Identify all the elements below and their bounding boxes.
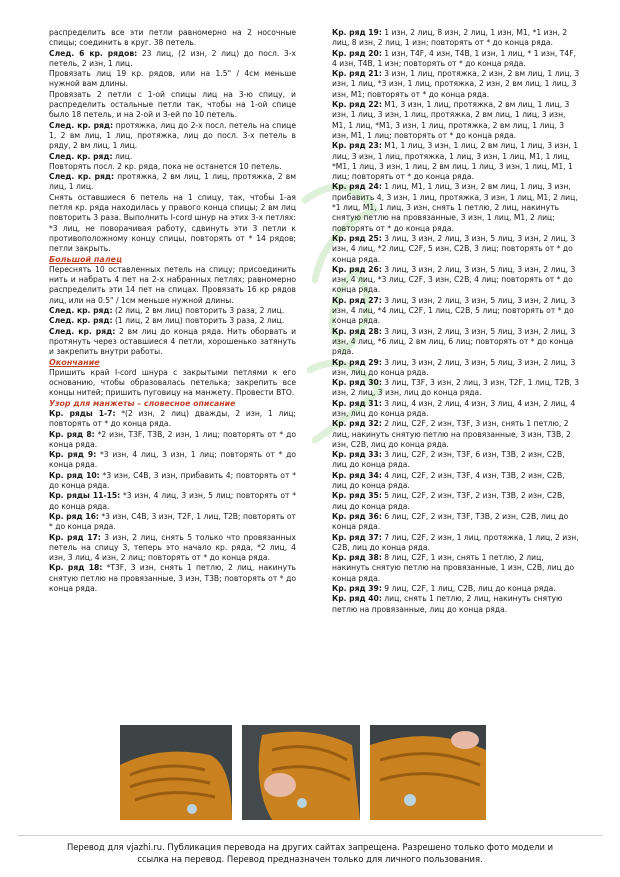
instruction-text: 3 лиц, 3 изн, 2 лиц, 3 изн, 5 лиц, 3 изн, 2 лиц, 3 изн, 4 лиц, *2 лиц, C2F, 5 изн, C2B, 3 лиц; повторять от * до конца ряда.: [332, 233, 576, 264]
instruction-text: (2 лиц, 2 вм лиц) повторить 3 раза, 2 лиц.: [112, 306, 285, 316]
instruction-text: лиц.: [112, 151, 133, 161]
instruction-paragraph: [49, 121, 296, 152]
instruction-paragraph: [332, 512, 580, 533]
instruction-paragraph: [49, 28, 296, 49]
instruction-paragraph: [49, 193, 296, 255]
instruction-paragraph: [332, 399, 580, 420]
row-label: Кр. ряд 26:: [332, 264, 382, 274]
footer-divider: [18, 835, 602, 836]
instruction-text: (1 лиц, 2 вм лиц) повторить 3 раза, 2 лиц.: [112, 316, 285, 326]
instruction-text: 1 лиц, M1, 1 лиц, 3 изн, 2 вм лиц, 1 лиц, 3 изн, прибавить 4, 3 изн, 1 лиц, протяжка, 3 изн, 1 лиц, M1, 2 лиц, *1 лиц, M1, 1 лиц, 3 изн, снять 1 петлю, 2 лиц, накинуть снятую петлю на провязанные, 3 изн, 1 лиц, M1, 2 лиц; повторять от * до конца ряда.: [332, 182, 578, 233]
instruction-paragraph: [49, 90, 296, 121]
instruction-text: 2 вм лиц до конца ряда. Нить оборвать и протянуть через оставшиеся 4 петли, хорошенько затянуть и закрепить внутри работы.: [49, 326, 296, 357]
section-heading: Большой палец: [49, 254, 123, 264]
instruction-paragraph: [49, 471, 296, 492]
right-column: [332, 28, 580, 615]
instruction-text: протяжка, лиц до 2-х посл. петель на спице 1, 2 вм лиц, 1 лиц, протяжка, лиц до посл. 3-х петель в ряду, 2 вм лиц, 1 лиц.: [49, 120, 296, 151]
instruction-text: 6 лиц, C2F, 2 изн, T3F, T3B, 2 изн, C2B, лиц до конца ряда.: [332, 511, 569, 532]
instruction-paragraph: [332, 584, 580, 594]
instruction-paragraph: [332, 296, 580, 327]
instruction-text: распределить все эти петли равномерно на 2 носочные спицы; соединить в круг. 38 петель.: [49, 28, 296, 48]
row-label: Кр. ряд 37:: [332, 532, 382, 542]
row-label: Кр. ряд 34:: [332, 470, 382, 480]
row-label: Кр. ряд 17:: [49, 532, 101, 542]
instruction-text: лиц, снять 1 петлю, 2 лиц, накинуть снятую петлю на провязанные, лиц до конца ряда.: [332, 594, 563, 614]
row-label: Кр. ряд 20:: [332, 48, 382, 58]
footer-line-1: Перевод для vjazhi.ru. Публикация перевода на других сайтах запрещена. Разрешено только фото модели и: [66, 842, 554, 852]
row-label: Кр. ряды 11-15:: [49, 491, 121, 501]
instruction-paragraph: [49, 327, 296, 358]
instruction-paragraph: [49, 533, 296, 564]
instruction-paragraph: [332, 533, 580, 554]
instruction-text: 23 лиц, (2 изн, 2 лиц) до посл. 3-х петель, 2 изн, 1 лиц.: [49, 48, 296, 68]
photo-mitten-hand: [242, 725, 360, 820]
instruction-text: *3 изн, C4B, 3 изн, T2F, 1 лиц, T2B; повторять от * до конца ряда.: [49, 511, 296, 532]
instruction-paragraph: [49, 512, 296, 533]
instruction-text: 3 лиц, 3 изн, 2 лиц, 3 изн, 5 лиц, 3 изн, 2 лиц, 3 изн, 4 лиц, *4 лиц, C2F, 1 лиц, C2B, 5 лиц; повторять от * до конца ряда.: [332, 295, 576, 326]
instruction-paragraph: [332, 141, 580, 182]
instruction-text: Переснять 10 оставленных петель на спицу; присоединить нить и набрать 4 пет на 2-х набранных петлях; равномерно распределить эти 14 пет на спицах. Провязать 16 кр рядов лиц, или на 0.5" / 1см меньше нужной длины.: [49, 264, 296, 305]
instruction-text: Пришить край I-cord шнура с закрытыми петлями к его основанию, чтобы образовалась петелька; закрепить все концы нитей; пришить пуговицу на манжету. Провести ВТО.: [49, 367, 296, 398]
instruction-text: *2 изн, T3F, T3B, 2 изн, 1 лиц; повторять от * до конца ряда.: [49, 429, 296, 449]
row-label: След. кр. ряд:: [49, 172, 115, 182]
row-label: Кр. ряд 19:: [332, 28, 382, 37]
instruction-paragraph: [332, 358, 580, 379]
row-label: След. кр. ряд:: [49, 326, 116, 336]
instruction-text: 1 изн, 2 лиц, 8 изн, 2 лиц, 1 изн, M1, *1 изн, 2 лиц, 8 изн, 2 лиц, 1 изн; повторять от * до конца ряда.: [332, 28, 568, 48]
instruction-text: 5 лиц, C2F, 2 изн, T3F, 2 изн, T3B, 2 изн, C2B, лиц до конца ряда.: [332, 491, 565, 511]
row-label: Кр. ряд 36:: [332, 511, 382, 521]
row-label: Кр. ряд 23:: [332, 141, 382, 151]
instruction-paragraph: [332, 265, 580, 296]
row-label: Кр. ряд 35:: [332, 491, 382, 501]
instruction-paragraph: [332, 553, 580, 584]
instruction-text: *3 изн, 4 лиц, 3 изн, 5 лиц; повторять от * до конца ряда.: [49, 491, 296, 511]
instruction-paragraph: [332, 182, 580, 233]
row-label: Кр. ряд 25:: [332, 233, 382, 243]
instruction-text: 3 лиц, 3 изн, 2 лиц, 3 изн, 5 лиц, 3 изн, 2 лиц, 3 изн, лиц до конца ряда.: [332, 357, 576, 377]
footer-line-2: ссылка на перевод. Перевод предназначен только для личного пользования.: [137, 854, 483, 864]
row-label: Кр. ряд 10:: [49, 470, 100, 480]
instruction-paragraph: [332, 471, 580, 492]
instruction-text: 3 лиц, 4 изн, 2 лиц, 4 изн, 3 лиц, 4 изн, 2 лиц, 4 изн, лиц до конца ряда.: [332, 398, 576, 418]
instruction-paragraph: [49, 450, 296, 471]
instruction-paragraph: [332, 49, 580, 70]
section-heading: Окончание: [49, 357, 100, 367]
instruction-paragraph: [332, 234, 580, 265]
instruction-paragraph: [332, 378, 580, 399]
row-label: След. кр. ряд:: [49, 316, 113, 326]
instruction-paragraph: [332, 100, 580, 141]
instruction-paragraph: [49, 152, 296, 162]
instruction-paragraph: [49, 49, 296, 70]
instruction-text: *3 изн, C4B, 3 изн, прибавить 4; повторять от * до конца ряда.: [49, 470, 296, 491]
instruction-paragraph: [49, 563, 296, 594]
row-label: След. 6 кр. рядов:: [49, 48, 138, 58]
instruction-text: 3 лиц, 3 изн, 2 лиц, 3 изн, 5 лиц, 3 изн, 2 лиц, 3 изн, 4 лиц, *6 лиц, 2 вм лиц, 6 лиц; повторять от * до конца ряда.: [332, 326, 576, 357]
row-label: След. кр. ряд:: [49, 306, 113, 316]
instruction-text: 3 изн, 2 лиц, снять 5 только что провязанных петель на спицу 3, теперь это начало кр. ряда, *2 лиц, 4 изн, 3 лиц, 4 изн, 2 лиц; повторять от * до конца ряда.: [49, 532, 296, 563]
instruction-paragraph: [49, 368, 296, 399]
instruction-text: Провязать 2 петли с 1-ой спицы лиц на 3-ю спицу, и распределить остальные петли так, чтобы на 1-ой спице было 18 петель, и на 2-ой и 3-ей по 10 петель.: [49, 89, 296, 120]
instruction-text: M1, 3 изн, 1 лиц, протяжка, 2 вм лиц, 1 лиц, 3 изн, 1 лиц, 3 изн, 1 лиц, протяжка, 2 вм лиц, 1 лиц, 3 изн, M1, 1 лиц, *M1, 3 изн, 1 лиц, протяжка, 2 вм лиц, 1 лиц, 3 изн, M1, 1 лиц; повторять от * до конца ряда.: [332, 100, 570, 140]
row-label: Кр. ряд 31:: [332, 398, 382, 408]
left-column: [49, 28, 296, 594]
instruction-text: *T3F, 3 изн, снять 1 петлю, 2 лиц, накинуть снятую петлю на провязанные, 3 изн, T3B; повторять от * до конца ряда.: [49, 563, 296, 594]
instruction-text: Снять оставшиеся 6 петель на 1 спицу, так, чтобы 1-ая петля кр. ряда находилась у правого конца спицы; 2 вм лиц повторить 3 раза. Выполнить I-cord шнур на этих 3-х петлях: *3 лиц, не поворачивая работу, сдвинуть эти 3 петли к противоположному концу спицы, повторять от * 14 рядов; петли закрыть.: [49, 192, 296, 254]
instruction-text: 7 лиц, C2F, 2 изн, 1 лиц, протяжка, 1 лиц, 2 изн, C2B, лиц до конца ряда.: [332, 532, 579, 552]
instruction-paragraph: [332, 327, 580, 358]
instruction-paragraph: [332, 69, 580, 100]
row-label: Кр. ряд 28:: [332, 326, 382, 336]
row-label: След. кр. ряд:: [49, 120, 114, 130]
row-label: Кр. ряд 16:: [49, 511, 99, 521]
instruction-paragraph: [332, 594, 580, 615]
instruction-paragraph: [49, 491, 296, 512]
instruction-paragraph: [49, 265, 296, 306]
row-label: Кр. ряд 24:: [332, 182, 382, 192]
instruction-text: 4 лиц, C2F, 2 изн, T3F, 4 изн, T3B, 2 изн, C2B, лиц до конца ряда.: [332, 470, 565, 491]
row-label: Кр. ряд 30:: [332, 378, 382, 388]
instruction-text: 3 лиц, C2F, 2 изн, T3F, 6 изн, T3B, 2 изн, C2B, лиц до конца ряда.: [332, 450, 565, 470]
row-label: Кр. ряд 18:: [49, 563, 103, 573]
instruction-text: 8 лиц, C2F, 1 изн, снять 1 петлю, 2 лиц, накинуть снятую петлю на провязанные, 1 изн, C2B, лиц до конца ряда.: [332, 553, 575, 583]
row-label: Кр. ряд 21:: [332, 69, 382, 79]
row-label: Кр. ряд 33:: [332, 450, 382, 460]
instruction-text: *3 изн, 4 лиц, 3 изн, 1 лиц; повторять от * до конца ряда.: [49, 450, 296, 470]
photo-mitten-button: [370, 725, 486, 820]
row-label: Кр. ряд 38:: [332, 553, 382, 563]
row-label: Кр. ряд 40:: [332, 594, 382, 604]
instruction-text: протяжка, 2 вм лиц, 1 лиц, протяжка, 2 вм лиц, 1 лиц.: [49, 172, 296, 192]
section-subheading: Узор для манжеты – словесное описание: [49, 398, 236, 408]
instruction-text: Повторять посл. 2 кр. ряда, пока не останется 10 петель.: [49, 161, 282, 171]
instruction-paragraph: [49, 316, 296, 326]
row-label: Кр. ряды 1-7:: [49, 408, 116, 418]
instruction-paragraph: [49, 430, 296, 451]
instruction-text: 3 изн, 1 лиц, протяжка, 2 изн, 2 вм лиц, 1 лиц, 3 изн, 1 лиц, *3 изн, 1 лиц, протяжка, 2 изн, 2 вм лиц, 1 лиц, 3 изн, M1; повторять от * до конца ряда.: [332, 69, 580, 99]
instruction-text: M1, 1 лиц, 3 изн, 1 лиц, 2 вм лиц, 1 лиц, 3 изн, 1 лиц, 3 изн, 1 лиц, протяжка, 1 лиц, 3 изн, 1 лиц, M1, 1 лиц, *M1, 1 лиц, 3 изн, 1 лиц, 2 вм лиц, 1 лиц, 3 изн, 1 лиц, M1, 1 лиц; повторять от * до конца ряда.: [332, 141, 579, 182]
row-label: Кр. ряд 9:: [49, 450, 97, 460]
instruction-text: Провязать лиц 19 кр. рядов, или на 1.5" / 4см меньше нужной вам длины.: [49, 69, 296, 89]
row-label: Кр. ряд 8:: [49, 429, 95, 439]
instruction-text: 2 лиц, C2F, 2 изн, T3F, 3 изн, снять 1 петлю, 2 лиц, накинуть снятую петлю на провязанные, 3 изн, T3B, 2 изн, C2B, лиц до конца ряда.: [332, 419, 571, 449]
instruction-paragraph: [332, 419, 580, 450]
instruction-text: *(2 изн, 2 лиц) дважды, 2 изн, 1 лиц; повторять от * до конца ряда.: [49, 408, 296, 429]
instruction-paragraph: [49, 306, 296, 316]
row-label: Кр. ряд 39:: [332, 584, 382, 594]
photo-mitten-side: [120, 725, 232, 820]
instruction-text: 1 изн, T4F, 4 изн, T4B, 1 изн, 1 лиц, * 1 изн, T4F, 4 изн, T4B, 1 изн; повторять от * до конца ряда.: [332, 48, 576, 68]
row-label: След. кр. ряд:: [49, 151, 113, 161]
row-label: Кр. ряд 27:: [332, 295, 382, 305]
instruction-text: 3 лиц, 3 изн, 2 лиц, 3 изн, 5 лиц, 3 изн, 2 лиц, 3 изн, 4 лиц, *3 лиц, C2F, 3 изн, C2B, 4 лиц; повторять от * до конца ряда.: [332, 264, 576, 295]
instruction-text: 3 лиц, T3F, 3 изн, 2 лиц, 3 изн, T2F, 1 лиц, T2B, 3 изн, 2 лиц, 3 изн, лиц до конца ряда.: [332, 378, 580, 398]
instruction-paragraph: [49, 409, 296, 430]
row-label: Кр. ряд 22:: [332, 100, 382, 110]
instruction-paragraph: [332, 491, 580, 512]
instruction-paragraph: [332, 450, 580, 471]
instruction-text: 9 лиц, C2F, 1 лиц, C2B, лиц до конца ряда.: [381, 584, 556, 594]
instruction-paragraph: [49, 162, 296, 172]
photo-strip: [120, 725, 495, 820]
instruction-paragraph: [49, 172, 296, 193]
row-label: Кр. ряд 29:: [332, 357, 382, 367]
footer: [20, 841, 600, 865]
instruction-paragraph: [332, 28, 580, 49]
instruction-paragraph: [49, 69, 296, 90]
row-label: Кр. ряд 32:: [332, 419, 382, 429]
